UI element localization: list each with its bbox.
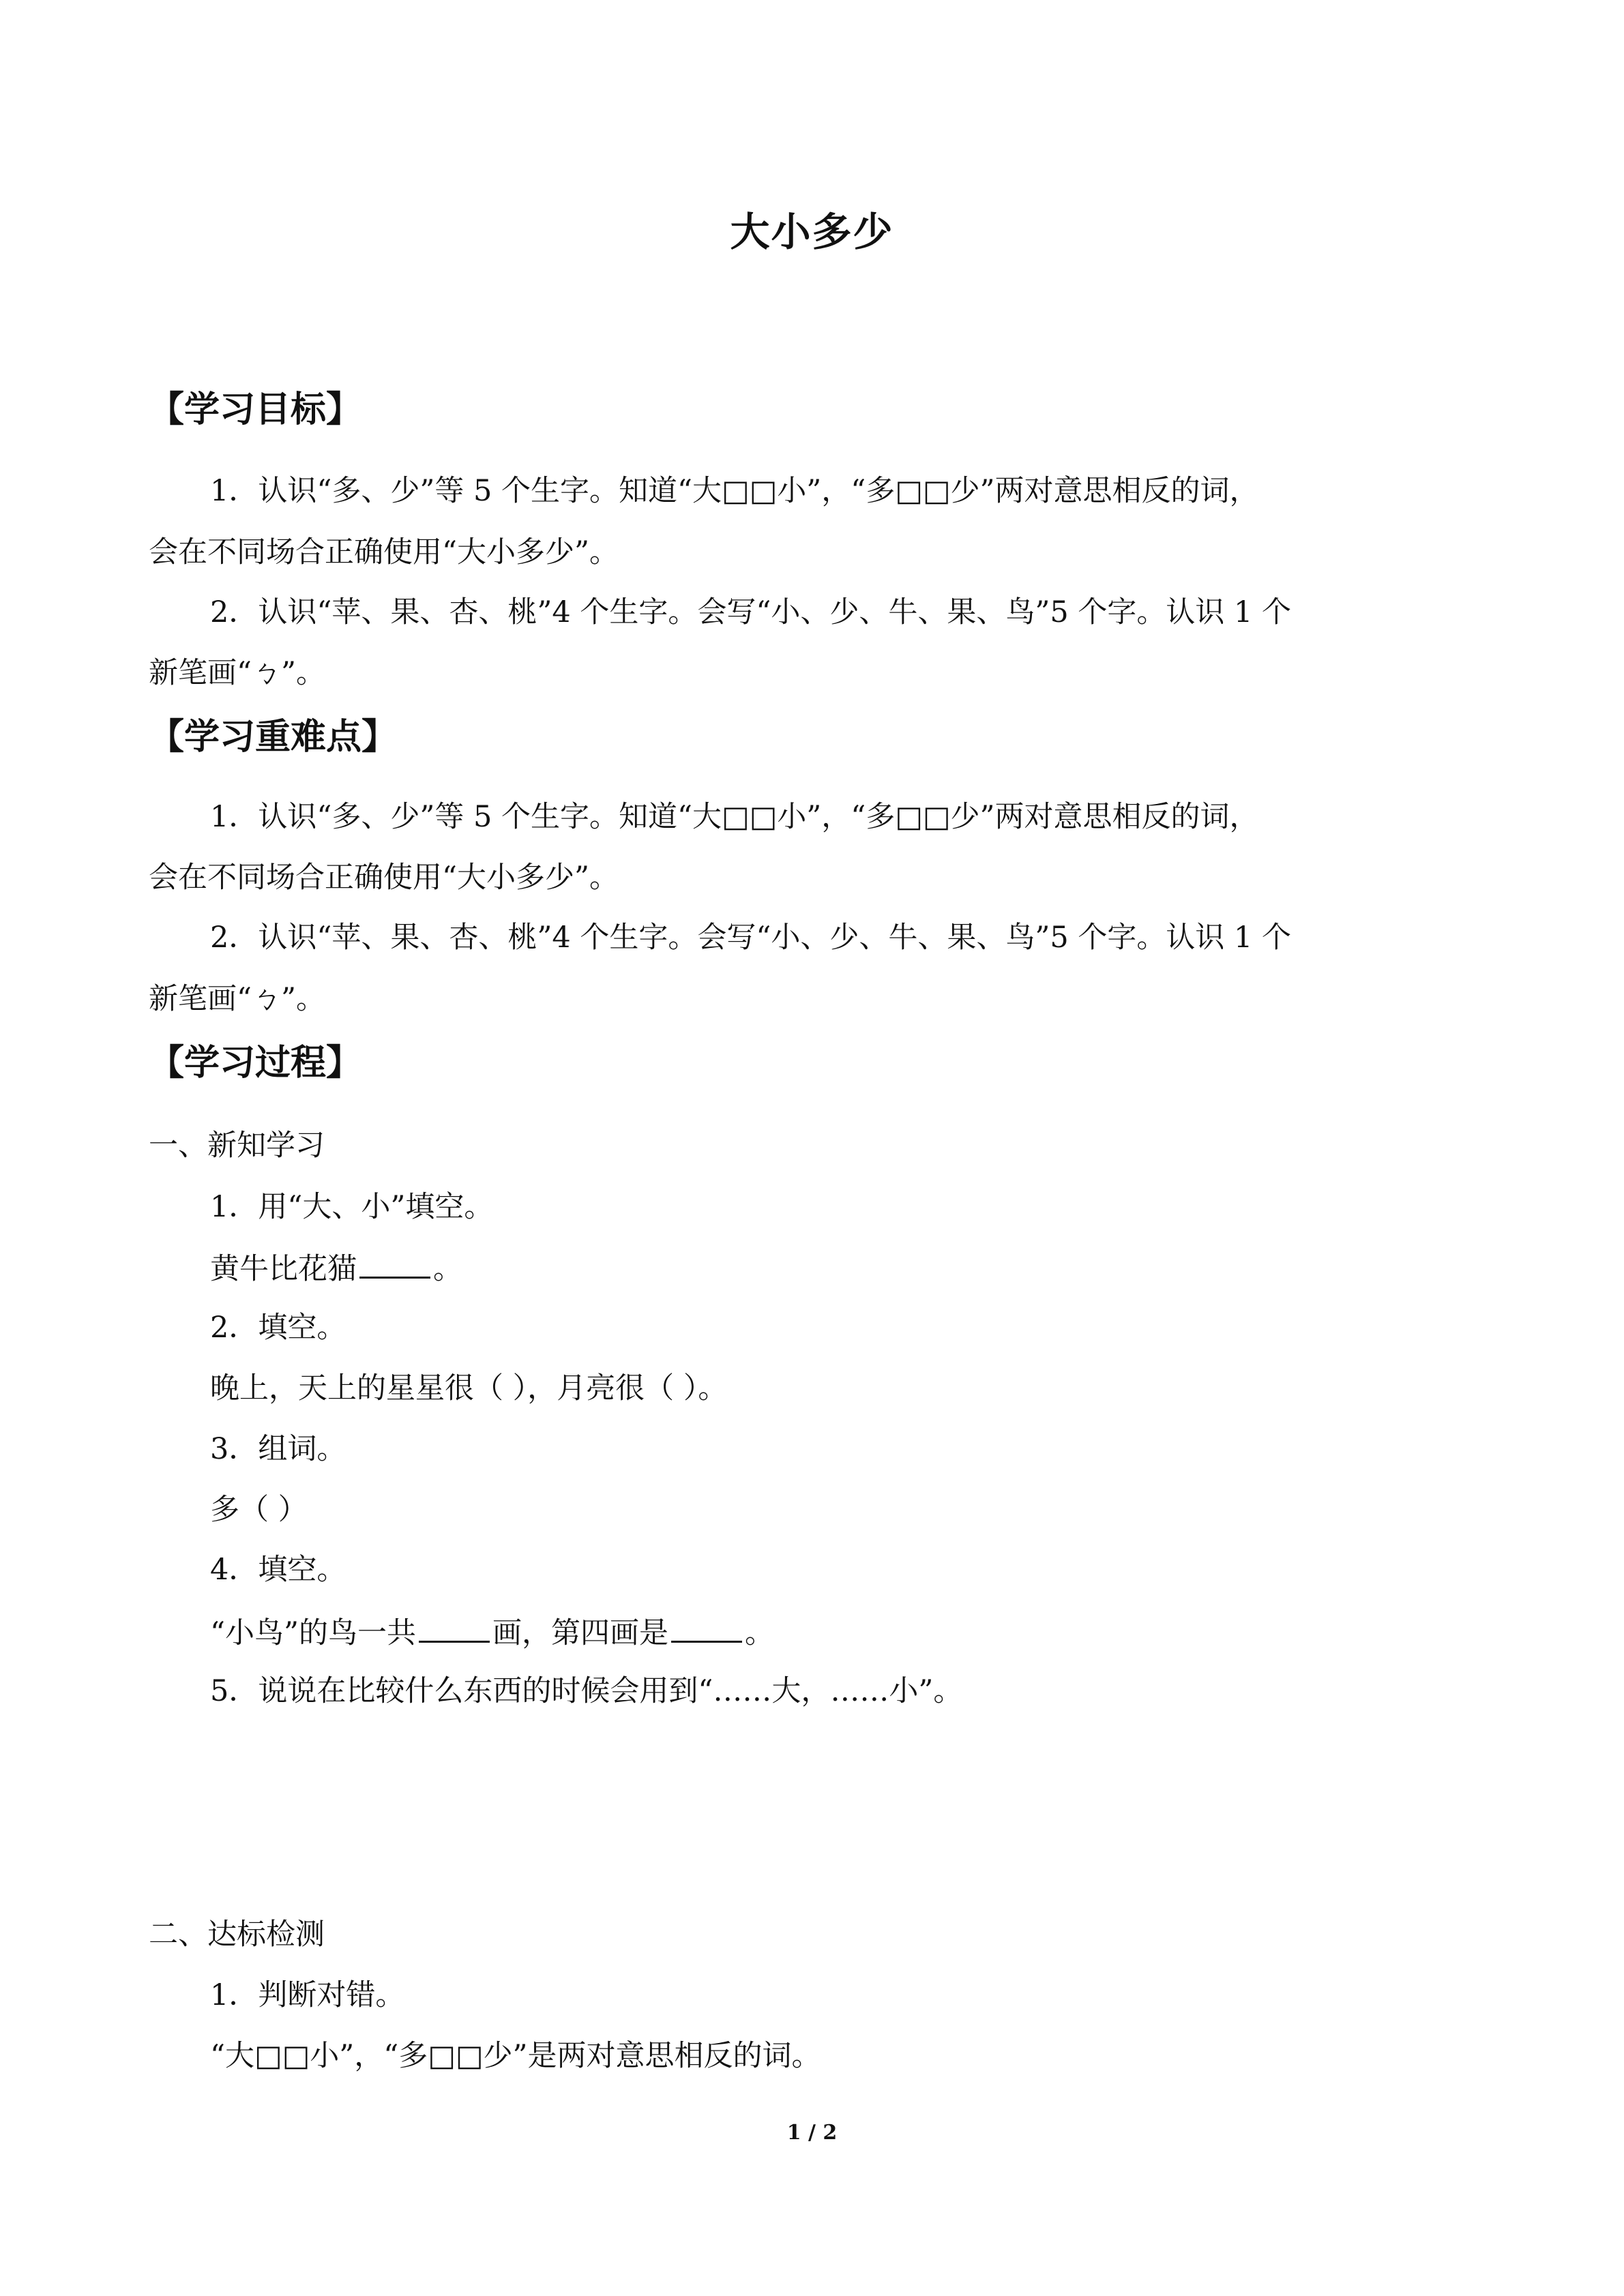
part1-title: 一、新知学习: [149, 1129, 325, 1163]
q4-stroke-count-blank[interactable]: [419, 1611, 490, 1643]
part1-question-1: 1．用“大、小”填空。: [210, 1190, 494, 1224]
part1-question-2-line: 晚上，天上的星星很（ ），月亮很（ ）。: [210, 1371, 728, 1405]
objectives-line-4: 新笔画“ㄅ”。: [149, 656, 325, 690]
part2-question-1-line: “大□□小”，“多□□少”是两对意思相反的词。: [210, 2039, 821, 2073]
objectives-line-1: 1．认识“多、少”等 5 个生字。知道“大□□小”，“多□□少”两对意思相反的词，: [210, 474, 1259, 508]
process-heading: 【学习过程】: [149, 1043, 362, 1084]
q1-prefix: 黄牛比花猫: [210, 1252, 357, 1286]
objectives-heading: 【学习目标】: [149, 389, 362, 430]
part1-question-4: 4．填空。: [210, 1553, 346, 1587]
part2-question-1: 1．判断对错。: [210, 1978, 405, 2012]
key-points-line-2: 会在不同场合正确使用“大小多少”。: [149, 861, 619, 895]
part1-question-5: 5．说说在比较什么东西的时候会用到“……大，……小”。: [210, 1674, 963, 1708]
q4-middle: 画，第四画是: [492, 1616, 668, 1650]
q1-suffix: 。: [433, 1252, 462, 1286]
part1-question-4-line: [210, 1611, 774, 1654]
part1-question-2: 2．填空。: [210, 1311, 346, 1345]
objectives-line-2: 会在不同场合正确使用“大小多少”。: [149, 535, 619, 569]
key-points-line-1: 1．认识“多、少”等 5 个生字。知道“大□□小”，“多□□少”两对意思相反的词，: [210, 800, 1259, 834]
q4-prefix: “小鸟”的鸟一共: [210, 1616, 416, 1650]
q4-suffix: 。: [744, 1616, 774, 1650]
part1-question-1-answer-line: [210, 1247, 462, 1289]
key-points-heading: 【学习重难点】: [149, 717, 398, 758]
page-title: 大小多少: [730, 209, 894, 255]
key-points-line-3: 2．认识“苹、果、杏、桃”4 个生字。会写“小、少、牛、果、鸟”5 个字。认识 1 个: [210, 921, 1292, 955]
q1-answer-blank[interactable]: [359, 1247, 430, 1279]
part2-title: 二、达标检测: [149, 1918, 325, 1952]
objectives-line-3: 2．认识“苹、果、杏、桃”4 个生字。会写“小、少、牛、果、鸟”5 个字。认识 1 个: [210, 595, 1292, 629]
key-points-line-4: 新笔画“ㄅ”。: [149, 982, 325, 1016]
part1-question-3: 3．组词。: [210, 1432, 346, 1466]
page-number: 1 / 2: [786, 2121, 838, 2145]
part1-question-3-line: 多（ ）: [210, 1493, 308, 1527]
q4-fourth-stroke-blank[interactable]: [671, 1611, 742, 1643]
